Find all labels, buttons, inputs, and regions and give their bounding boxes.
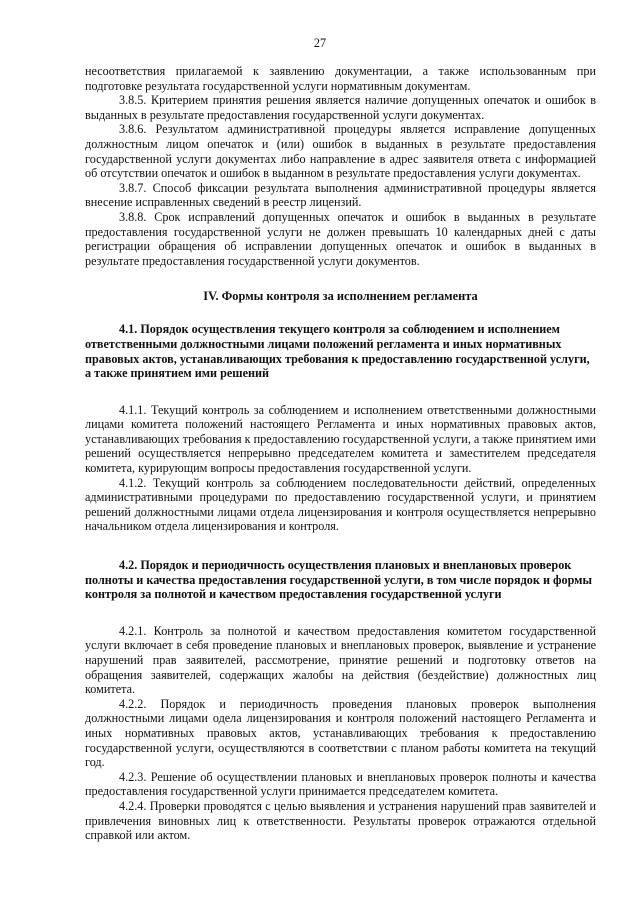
paragraph-continuation: несоответствия прилагаемой к заявлению документации, а также использованным при подготовке результата государственной услуги нормативным документам.	[85, 64, 596, 93]
paragraph-3-8-6: 3.8.6. Результатом административной процедуры является исправление допущенных должностным лицом опечаток и (или) ошибок в выданных в результате предоставления государственной услуги документах либо направление в адрес заявителя ответа с информацией об отсутствии опечаток и ошибок в выданном в результате предоставления услуги документах.	[85, 122, 596, 181]
paragraph-4-2-3: 4.2.3. Решение об осуществлении плановых и внеплановых проверок полноты и качества предоставления государственной услуги принимается председателем комитета.	[85, 769, 596, 799]
paragraph-4-2-4: 4.2.4. Проверки проводятся с целью выявления и устранения нарушений прав заявителей и привлечения виновных лиц к ответственности. Результаты проверок отражаются отдельной справкой или актом.	[85, 798, 596, 843]
paragraph-3-8-7: 3.8.7. Способ фиксации результата выполнения административной процедуры является внесение исправленных сведений в реестр лицензий.	[85, 180, 596, 210]
page-content	[85, 64, 596, 843]
subsection-heading-4-1: 4.1. Порядок осуществления текущего контроля за соблюдением и исполнением ответственными должностными лицами положений регламента и иных нормативных правовых актов, устанавливающих требования к предоставлению государственной услуги, а также принятием ими решений	[85, 322, 590, 381]
subsection-heading-4-2: 4.2. Порядок и периодичность осуществления плановых и внеплановых проверок полноты и качества предоставления государственной услуги, в том числе порядок и формы контроля за полнотой и качеством предоставления государственной услуги	[85, 558, 592, 602]
paragraph-4-2-1: 4.2.1. Контроль за полнотой и качеством предоставления комитетом государственной услуги включает в себя проведение плановых и внеплановых проверок, выявление и устранение нарушений прав заявителей, рассмотрение, принятие решений и подготовку ответов на обращения заявителей, содержащих жалобы на действия (бездействие) должностных лиц комитета.	[85, 623, 596, 697]
paragraph-4-2-2: 4.2.2. Порядок и периодичность проведения плановых проверок выполнения должностными лицами одела лицензирования и контроля положений настоящего Регламента и иных нормативных правовых актов, устанавливающих требования к предоставлению государственной услуги, осуществляются в соответствии с планом работы комитета на текущий год.	[85, 696, 596, 770]
paragraph-4-1-2: 4.1.2. Текущий контроль за соблюдением последовательности действий, определенных административными процедурами по предоставлению государственной услуги, и принятием решений должностными лицами отдела лицензирования и контроля осуществляется непрерывно начальником отдела лицензирования и контроля.	[85, 475, 596, 534]
page-number: 27	[313, 36, 327, 50]
paragraph-3-8-5: 3.8.5. Критерием принятия решения является наличие допущенных опечаток и ошибок в выданных в результате предоставления государственной услуги документах.	[85, 93, 596, 122]
paragraph-3-8-8: 3.8.8. Срок исправлений допущенных опечаток и ошибок в выданных в результате предоставления государственной услуги не должен превышать 10 календарных дней с даты регистрации обращения об исправлении допущенных опечаток и ошибок в выданных в результате предоставления государственной услуги документов.	[85, 209, 596, 268]
paragraph-4-1-1: 4.1.1. Текущий контроль за соблюдением и исполнением ответственными должностными лицами комитета положений настоящего Регламента и иных нормативных правовых актов, устанавливающих требования к предоставлению государственной услуги, а также принятием ими решений осуществляется непрерывно председателем комитета и заместителем председателя комитета, курирующим вопросы предоставления государственной услуги.	[85, 402, 596, 476]
section-title: IV. Формы контроля за исполнением регламента	[203, 289, 478, 304]
